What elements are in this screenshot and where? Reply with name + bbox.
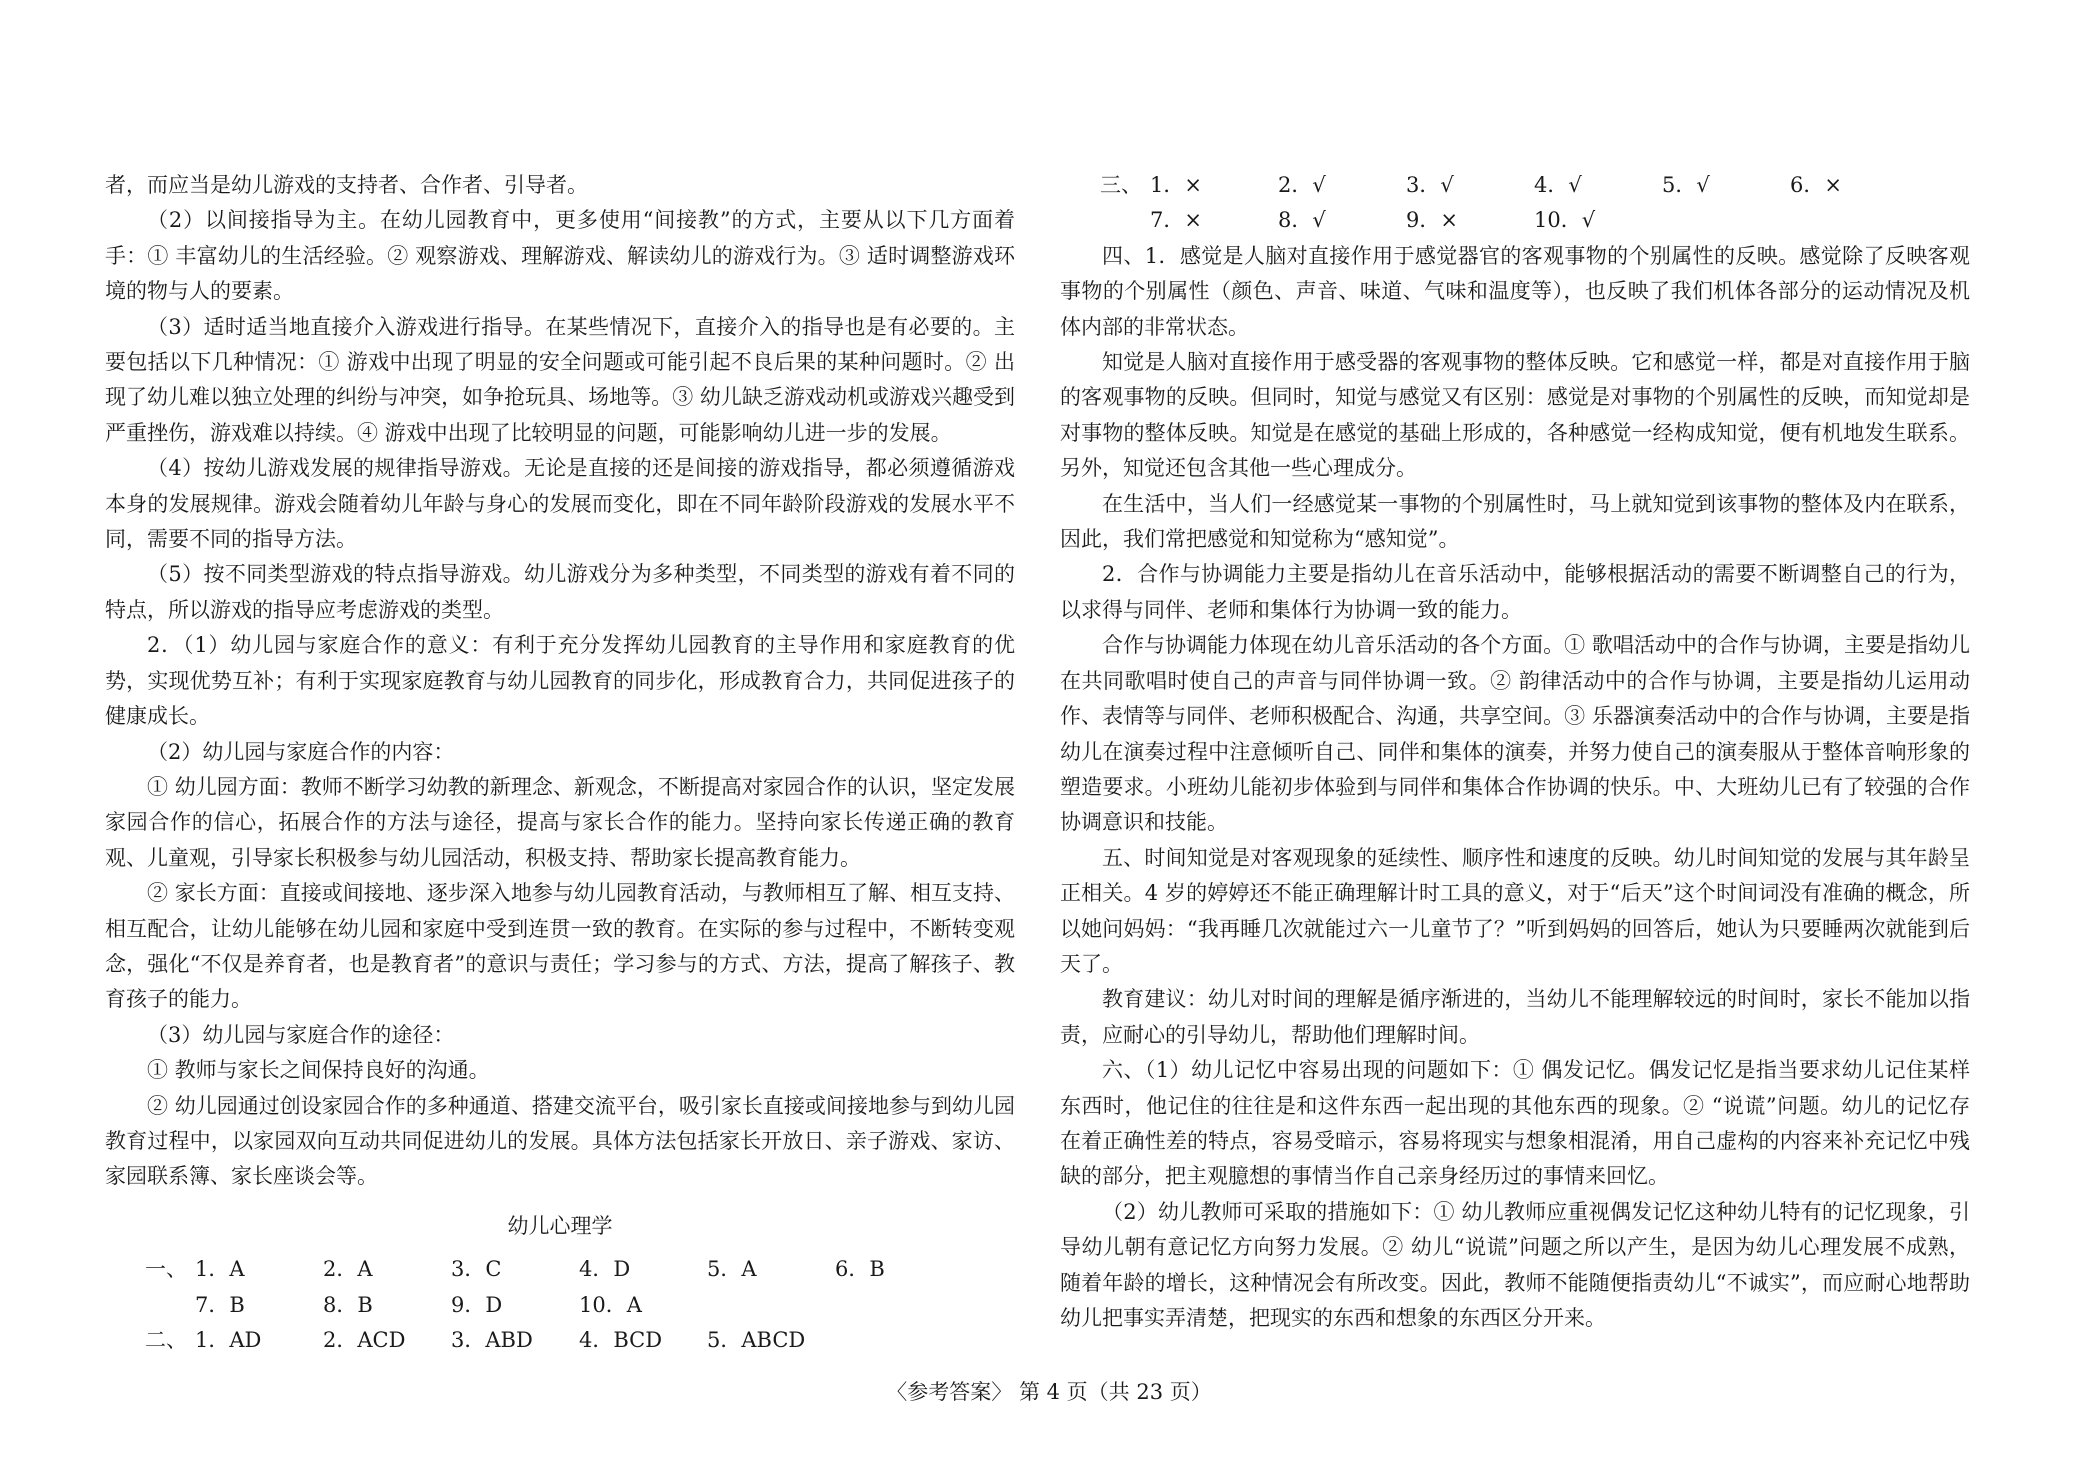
- answer-row-part3: [1060, 168, 1970, 203]
- answer-item: 6．B: [835, 1257, 885, 1282]
- answer-item: 5．√: [1662, 173, 1710, 197]
- answer-part-label: 二、: [145, 1328, 187, 1352]
- answer-item: 9．D: [451, 1292, 503, 1317]
- answer-item: 4．√: [1534, 173, 1582, 197]
- right-column: [1060, 168, 1970, 1336]
- answer-item: 1．×: [1150, 173, 1202, 197]
- page-footer: 〈参考答案〉 第 4 页（共 23 页）: [886, 1380, 1212, 1404]
- paragraph: 五、时间知觉是对客观现象的延续性、顺序性和速度的反映。幼儿时间知觉的发展与其年龄呈正相关。4 岁的婷婷还不能正确理解计时工具的意义，对于“后天”这个时间词没有准确的概念，所以她问妈妈：“我再睡几次就能过六一儿童节了？”听到妈妈的回答后，她认为只要睡两次就能到后天了。: [1060, 845, 1970, 976]
- paragraph: 合作与协调能力体现在幼儿音乐活动的各个方面。① 歌唱活动中的合作与协调，主要是指幼儿在共同歌唱时使自己的声音与同伴协调一致。② 韵律活动中的合作与协调，主要是指幼儿运用动作、表情等与同伴、老师积极配合、沟通，共享空间。③ 乐器演奏活动中的合作与协调，主要是指幼儿在演奏过程中注意倾听自己、同伴和集体的演奏，并努力使自己的演奏服从于整体音响形象的塑造要求。小班幼儿能初步体验到与同伴和集体合作协调的快乐。中、大班幼儿已有了较强的合作协调意识和技能。: [1060, 633, 1970, 835]
- answer-item: 5．ABCD: [707, 1328, 806, 1352]
- paragraph: ① 幼儿园方面：教师不断学习幼教的新理念、新观念，不断提高对家园合作的认识，坚定发展家园合作的信心，拓展合作的方法与途径，提高与家长合作的能力。坚持向家长传递正确的教育观、儿童观，引导家长积极参与幼儿园活动，积极支持、帮助家长提高教育能力。: [105, 774, 1015, 870]
- paragraph: 在生活中，当人们一经感觉某一事物的个别属性时，马上就知觉到该事物的整体及内在联系，因此，我们常把感觉和知觉称为“感知觉”。: [1060, 491, 1970, 552]
- paragraph: （2）幼儿园与家庭合作的内容：: [147, 739, 455, 764]
- answer-row-part3-cont: [1060, 203, 1970, 238]
- answer-item: 4．D: [579, 1257, 631, 1282]
- paragraph: 2．（1）幼儿园与家庭合作的意义：有利于充分发挥幼儿园教育的主导作用和家庭教育的优势，实现优势互补；有利于实现家庭教育与幼儿园教育的同步化，形成教育合力，共同促进孩子的健康成长。: [105, 633, 1015, 729]
- paragraph: （3）幼儿园与家庭合作的途径：: [147, 1022, 455, 1047]
- answer-row-part1-cont: [105, 1288, 1015, 1323]
- paragraph: （4）按幼儿游戏发展的规律指导游戏。无论是直接的还是间接的游戏指导，都必须遵循游戏本身的发展规律。游戏会随着幼儿年龄与身心的发展而变化，即在不同年龄阶段游戏的发展水平不同，需要不同的指导方法。: [105, 456, 1015, 552]
- paragraph: 四、1．感觉是人脑对直接作用于感觉器官的客观事物的个别属性的反映。感觉除了反映客观事物的个别属性（颜色、声音、味道、气味和温度等），也反映了我们机体各部分的运动情况及机体内部的非常状态。: [1060, 243, 1970, 339]
- answer-item: 4．BCD: [579, 1328, 663, 1352]
- answer-item: 2．A: [323, 1257, 373, 1282]
- answer-item: 2．ACD: [323, 1328, 406, 1352]
- answer-item: 7．B: [195, 1292, 245, 1317]
- answer-part-label: 三、: [1100, 173, 1142, 197]
- paragraph: （3）适时适当地直接介入游戏进行指导。在某些情况下，直接介入的指导也是有必要的。主要包括以下几种情况：① 游戏中出现了明显的安全问题或可能引起不良后果的某种问题时。② 出现了幼儿难以独立处理的纠纷与冲突，如争抢玩具、场地等。③ 幼儿缺乏游戏动机或游戏兴趣受到严重挫伤，游戏难以持续。④ 游戏中出现了比较明显的问题，可能影响幼儿进一步的发展。: [105, 314, 1015, 445]
- paragraph: 2．合作与协调能力主要是指幼儿在音乐活动中，能够根据活动的需要不断调整自己的行为，以求得与同伴、老师和集体行为协调一致的能力。: [1060, 562, 1970, 622]
- answer-item: 1．A: [195, 1257, 245, 1282]
- answer-item: 3．C: [451, 1257, 502, 1282]
- paragraph: ② 家长方面：直接或间接地、逐步深入地参与幼儿园教育活动，与教师相互了解、相互支持、相互配合，让幼儿能够在幼儿园和家庭中受到连贯一致的教育。在实际的参与过程中，不断转变观念，强化“不仅是养育者，也是教育者”的意识与责任；学习参与的方式、方法，提高了解孩子、教育孩子的能力。: [105, 881, 1015, 1012]
- answer-item: 7．×: [1150, 208, 1202, 233]
- answer-item: 9．×: [1406, 208, 1458, 233]
- answer-item: 10．√: [1534, 208, 1596, 233]
- answer-row-part1: [105, 1252, 1015, 1287]
- paragraph: 者，而应当是幼儿游戏的支持者、合作者、引导者。: [105, 173, 588, 197]
- paragraph: （2）以间接指导为主。在幼儿园教育中，更多使用“间接教”的方式，主要从以下几方面着手：① 丰富幼儿的生活经验。② 观察游戏、理解游戏、解读幼儿的游戏行为。③ 适时调整游戏环境的物与人的要素。: [105, 208, 1015, 304]
- paragraph: 六、（1）幼儿记忆中容易出现的问题如下：① 偶发记忆。偶发记忆是指当要求幼儿记住某样东西时，他记住的往往是和这件东西一起出现的其他东西的现象。② “说谎”问题。幼儿的记忆存在着正确性差的特点，容易受暗示，容易将现实与想象相混淆，用自己虚构的内容来补充记忆中残缺的部分，把主观臆想的事情当作自己亲身经历过的事情来回忆。: [1060, 1058, 1970, 1189]
- paragraph: （5）按不同类型游戏的特点指导游戏。幼儿游戏分为多种类型，不同类型的游戏有着不同的特点，所以游戏的指导应考虑游戏的类型。: [105, 562, 1015, 622]
- paragraph: 教育建议：幼儿对时间的理解是循序渐进的，当幼儿不能理解较远的时间时，家长不能加以指责，应耐心的引导幼儿，帮助他们理解时间。: [1060, 987, 1970, 1047]
- answer-item: 8．B: [323, 1292, 373, 1317]
- answer-row-part2: [105, 1323, 1015, 1358]
- section-title: 幼儿心理学: [507, 1213, 613, 1238]
- answer-item: 8．√: [1278, 208, 1326, 233]
- paragraph: （2）幼儿教师可采取的措施如下：① 幼儿教师应重视偶发记忆这种幼儿特有的记忆现象，引导幼儿朝有意记忆方向努力发展。② 幼儿“说谎”问题之所以产生，是因为幼儿心理发展不成熟，随着年龄的增长，这种情况会有所改变。因此，教师不能随便指责幼儿“不诚实”，而应耐心地帮助幼儿把事实弄清楚，把现实的东西和想象的东西区分开来。: [1060, 1199, 1970, 1330]
- paragraph: ① 教师与家长之间保持良好的沟通。: [147, 1058, 490, 1083]
- answer-item: 6．×: [1790, 173, 1842, 197]
- answer-item: 10．A: [579, 1292, 642, 1317]
- answer-item: 3．ABD: [451, 1328, 533, 1352]
- left-column: [105, 168, 1015, 1358]
- answer-item: 1．AD: [195, 1328, 262, 1352]
- paragraph: 知觉是人脑对直接作用于感受器的客观事物的整体反映。它和感觉一样，都是对直接作用于脑的客观事物的反映。但同时，知觉与感觉又有区别：感觉是对事物的个别属性的反映，而知觉却是对事物的整体反映。知觉是在感觉的基础上形成的，各种感觉一经构成知觉，便有机地发生联系。另外，知觉还包含其他一些心理成分。: [1060, 350, 1970, 481]
- answer-item: 5．A: [707, 1257, 757, 1282]
- answer-item: 3．√: [1406, 173, 1454, 197]
- answer-item: 2．√: [1278, 173, 1326, 197]
- paragraph: ② 幼儿园通过创设家园合作的多种通道、搭建交流平台，吸引家长直接或间接地参与到幼儿园教育过程中，以家园双向互动共同促进幼儿的发展。具体方法包括家长开放日、亲子游戏、家访、家园联系簿、家长座谈会等。: [105, 1093, 1015, 1189]
- answer-part-label: 一、: [145, 1257, 187, 1282]
